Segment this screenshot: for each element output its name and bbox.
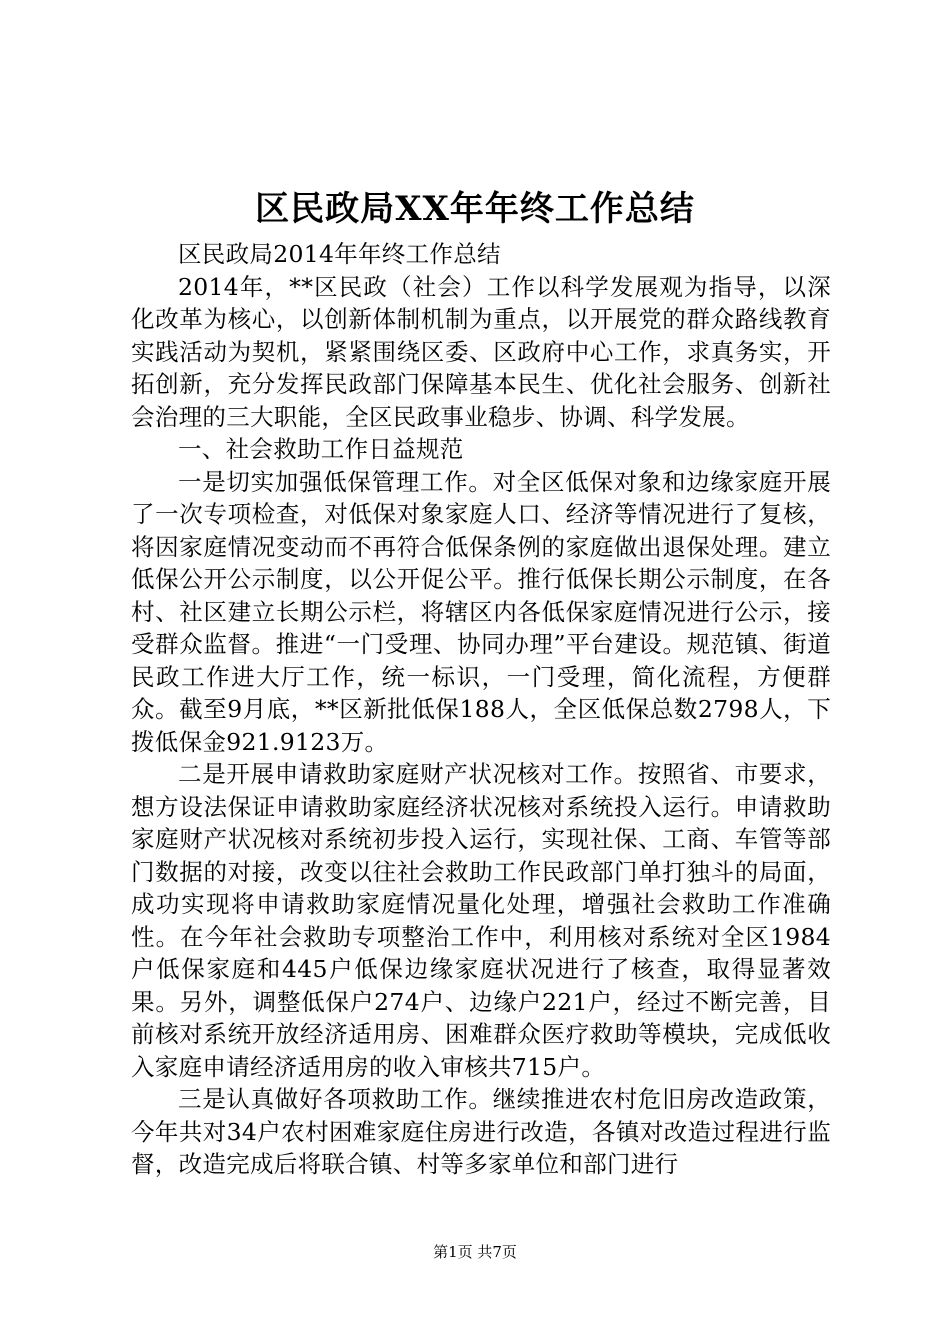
section-heading: 一、社会救助工作日益规范 [178,435,464,463]
page-footer: 第1页 共7页 [433,1243,517,1261]
document-title: 区民政局XX年年终工作总结 [255,189,695,229]
paragraph-item-3: 三是认真做好各项救助工作。继续推进农村危旧房改造政策，今年共对34户农村困难家庭住房进行改造，各镇对改造过程进行监督，改造完成后将联合镇、村等多家单位和部门进行 [131,1085,831,1178]
paragraph-intro: 2014年，**区民政（社会）工作以科学发展观为指导，以深化改革为核心，以创新体制机制为重点，以开展党的群众路线教育实践活动为契机，紧紧围绕区委、区政府中心工作，求真务实，开拓创新，充分发挥民政部门保障基本民生、优化社会服务、创新社会治理的三大职能，全区民政事业稳步、协调、科学发展。 [131,272,831,431]
paragraph-subtitle: 区民政局2014年年终工作总结 [178,240,501,268]
paragraph-item-2: 二是开展申请救助家庭财产状况核对工作。按照省、市要求，想方设法保证申请救助家庭经济状况核对系统投入运行。申请救助家庭财产状况核对系统初步投入运行，实现社保、工商、车管等部门数据的对接，改变以往社会救助工作民政部门单打独斗的局面，成功实现将申请救助家庭情况量化处理，增强社会救助工作准确性。在今年社会救助专项整治工作中，利用核对系统对全区1984户低保家庭和445户低保边缘家庭状况进行了核查，取得显著效果。另外，调整低保户274户、边缘户221户，经过不断完善，目前核对系统开放经济适用房、困难群众医疗救助等模块，完成低收入家庭申请经济适用房的收入审核共715户。 [131,760,831,1081]
paragraph-item-1: 一是切实加强低保管理工作。对全区低保对象和边缘家庭开展了一次专项检查，对低保对象家庭人口、经济等情况进行了复核，将因家庭情况变动而不再符合低保条例的家庭做出退保处理。建立低保公开公示制度，以公开促公平。推行低保长期公示制度，在各村、社区建立长期公示栏，将辖区内各低保家庭情况进行公示，接受群众监督。推进“一门受理、协同办理”平台建设。规范镇、街道民政工作进大厅工作，统一标识，一门受理，简化流程，方便群众。截至9月底，**区新批低保188人，全区低保总数2798人，下拨低保金921.9123万。 [131,467,831,756]
document-body [131,238,831,1181]
